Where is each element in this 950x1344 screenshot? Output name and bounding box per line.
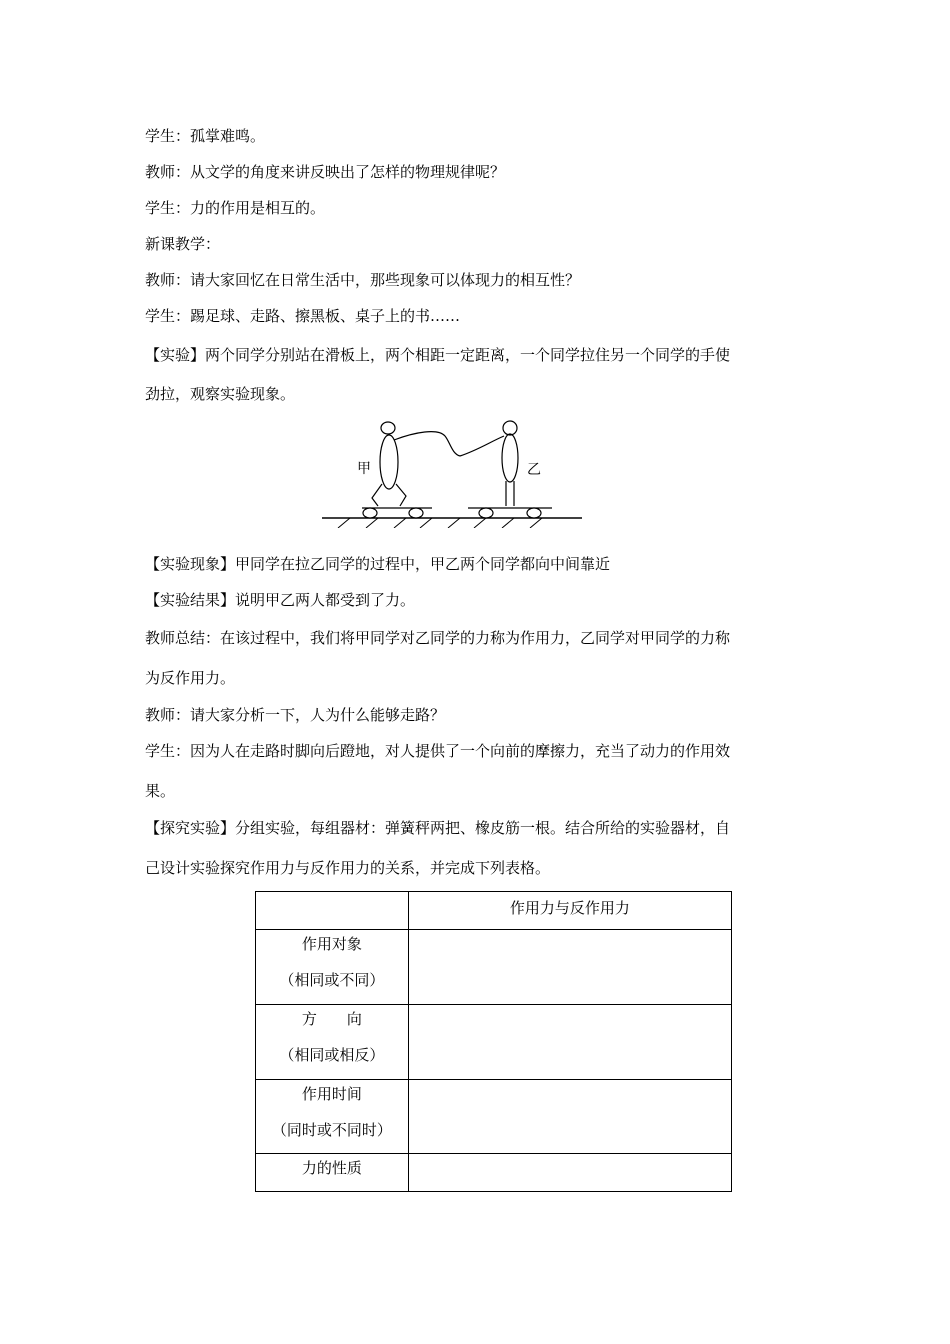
row-label-sub: （相同或不同） xyxy=(279,971,385,989)
text-line: 学生：踢足球、走路、擦黑板、桌子上的书…… xyxy=(145,307,461,325)
row-value[interactable] xyxy=(408,930,731,1005)
row-label-main: 作用对象 xyxy=(301,935,362,953)
ground-hatching xyxy=(338,518,542,528)
text-line: 【实验现象】甲同学在拉乙同学的过程中，甲乙两个同学都向中间靠近 xyxy=(145,555,611,573)
comparison-table xyxy=(255,891,732,1192)
text-line: 教师：从文学的角度来讲反映出了怎样的物理规律呢？ xyxy=(145,163,506,181)
table-row xyxy=(256,1080,732,1154)
table-header-title xyxy=(408,892,731,930)
text-line: 新课教学： xyxy=(145,235,221,253)
skateboard-diagram xyxy=(320,418,590,528)
skateboard-left xyxy=(362,508,432,518)
text-line: 学生：孤掌难鸣。 xyxy=(145,127,266,145)
row-label-sub: （同时或不同时） xyxy=(271,1121,392,1139)
text-line: 【探究实验】分组实验，每组器材：弹簧秤两把、橡皮筋一根。结合所给的实验器材，自 xyxy=(145,819,731,837)
row-value[interactable] xyxy=(408,1005,731,1080)
row-label xyxy=(256,930,409,1005)
text-line: 为反作用力。 xyxy=(145,669,236,687)
table-header-empty xyxy=(256,892,409,930)
text-line: 【实验结果】说明甲乙两人都受到了力。 xyxy=(145,591,416,609)
label-yi: 乙 xyxy=(527,462,541,478)
text-line: 【实验】两个同学分别站在滑板上，两个相距一定距离，一个同学拉住另一个同学的手使 xyxy=(145,346,731,364)
row-label xyxy=(256,1005,409,1080)
text-line: 劲拉，观察实验现象。 xyxy=(145,385,296,403)
row-label-main: 力的性质 xyxy=(301,1159,362,1177)
skateboard-right xyxy=(468,508,552,518)
row-label xyxy=(256,1154,409,1192)
row-value[interactable] xyxy=(408,1080,731,1154)
table-row xyxy=(256,1154,732,1192)
table-row xyxy=(256,930,732,1005)
table-header-row xyxy=(256,892,732,930)
text-line: 己设计实验探究作用力与反作用力的关系，并完成下列表格。 xyxy=(145,859,551,877)
label-jia: 甲 xyxy=(357,461,371,477)
header-text: 作用力与反作用力 xyxy=(509,899,630,917)
text-line: 果。 xyxy=(145,782,176,800)
text-line: 教师：请大家回忆在日常生活中，那些现象可以体现力的相互性？ xyxy=(145,271,581,289)
experiment-figure xyxy=(320,418,590,528)
row-value[interactable] xyxy=(408,1154,731,1192)
person-jia xyxy=(372,422,460,506)
row-label-sub: （相同或相反） xyxy=(279,1046,385,1064)
text-line: 学生：力的作用是相互的。 xyxy=(145,199,326,217)
person-yi xyxy=(460,421,518,506)
table-row xyxy=(256,1005,732,1080)
text-line: 教师总结：在该过程中，我们将甲同学对乙同学的力称为作用力，乙同学对甲同学的力称 xyxy=(145,629,731,647)
row-label-main: 方 向 xyxy=(301,1010,362,1028)
text-line: 教师：请大家分析一下，人为什么能够走路？ xyxy=(145,706,446,724)
text-line: 学生：因为人在走路时脚向后蹬地，对人提供了一个向前的摩擦力，充当了动力的作用效 xyxy=(145,742,731,760)
row-label-main: 作用时间 xyxy=(301,1085,362,1103)
row-label xyxy=(256,1080,409,1154)
